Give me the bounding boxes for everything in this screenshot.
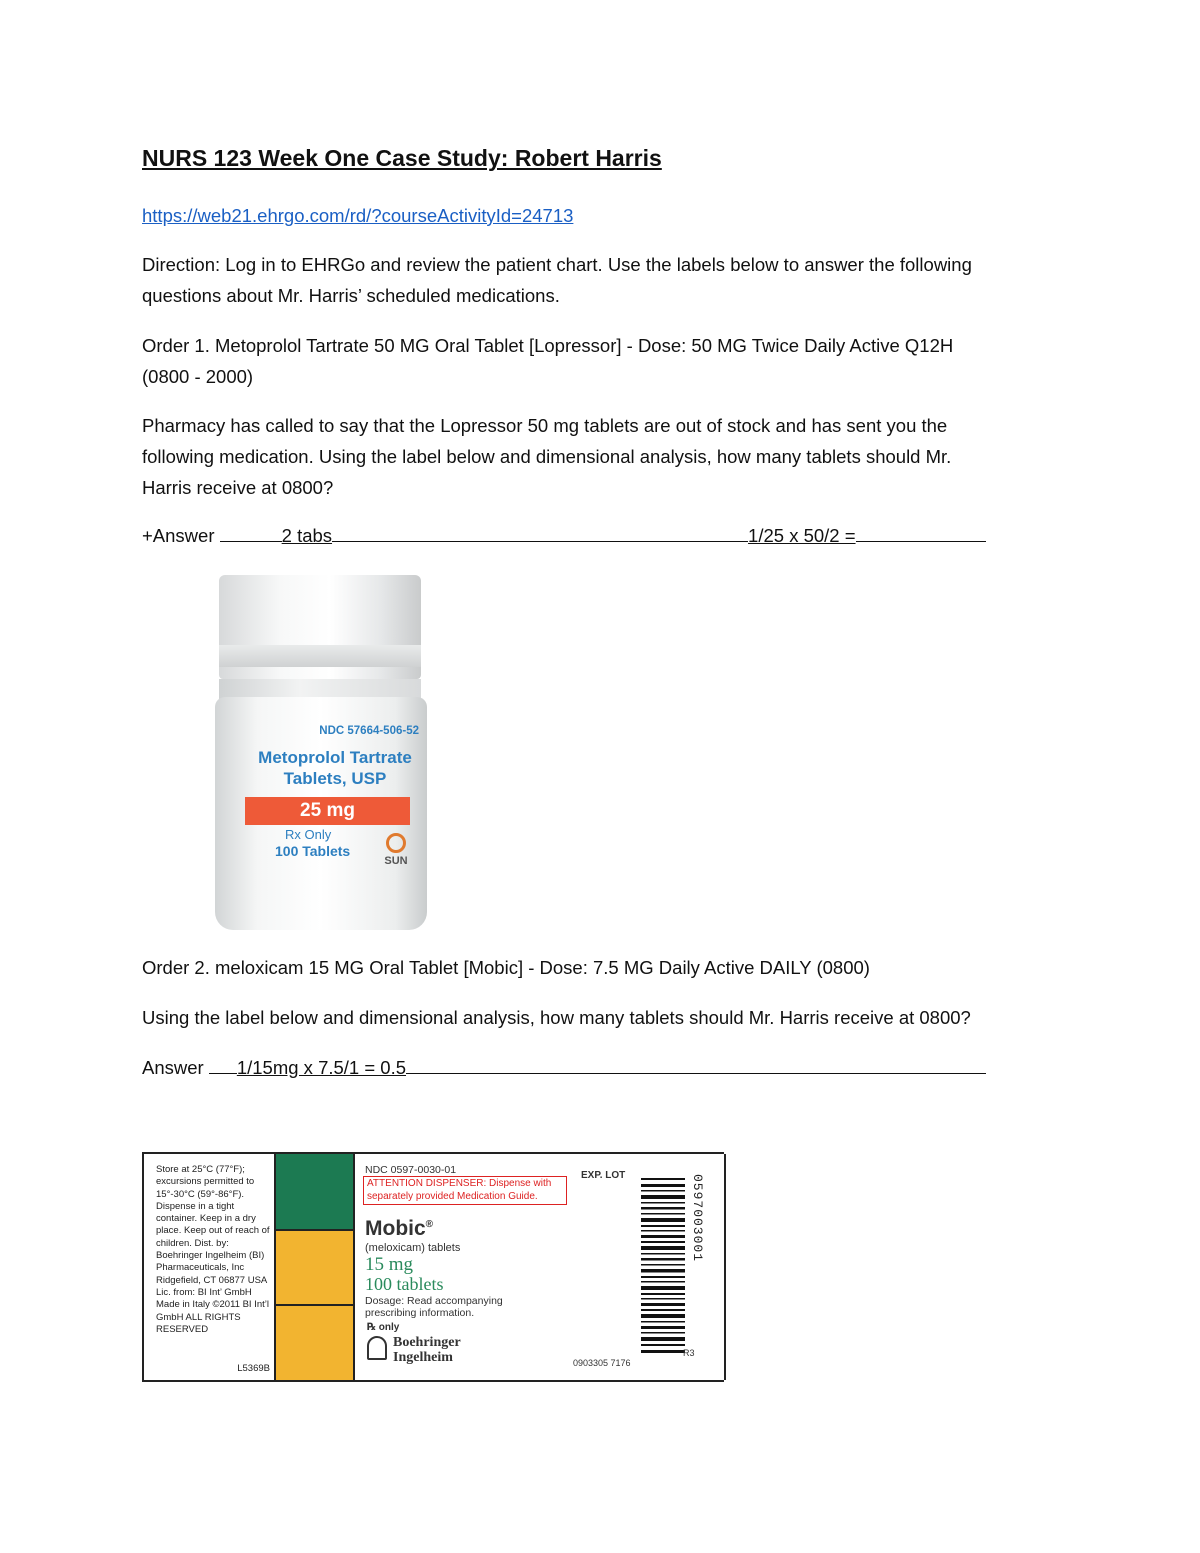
order1-question-line3: Harris receive at 0800? <box>142 477 334 498</box>
answer-prefix: +Answer <box>142 525 220 546</box>
bottle-drug-name-line1: Metoprolol Tartrate <box>258 748 412 767</box>
green-color-block <box>276 1154 353 1231</box>
sun-logo <box>379 833 413 867</box>
yellow-color-block <box>276 1231 353 1306</box>
mobic-ndc: NDC 0597-0030-01 <box>365 1164 457 1176</box>
metoprolol-bottle-image <box>205 575 495 930</box>
registered-mark: ® <box>425 1219 434 1230</box>
blank-line <box>220 521 282 542</box>
order1-question-line1: Pharmacy has called to say that the Lopressor 50 mg tablets are out of stock and has sent you the <box>142 415 948 436</box>
order2-line1: Order 2. meloxicam 15 MG Oral Tablet [Mobic] - Dose: 7.5 MG Daily Active DAILY (0800) <box>142 957 870 978</box>
boehringer-name <box>393 1335 461 1365</box>
order1-answer <box>142 520 986 551</box>
order2-question: Using the label below and dimensional analysis, how many tablets should Mr. Harris receive at 0800? <box>142 1007 971 1028</box>
sun-logo-icon <box>386 833 406 853</box>
order1-question-line2: following medication. Using the label below and dimensional analysis, how many tablets should Mr. <box>142 446 952 467</box>
boehringer-name-line1: Boehringer <box>393 1335 461 1350</box>
mobic-side-code: R3 <box>683 1348 695 1358</box>
boehringer-logo-icon <box>367 1336 387 1360</box>
mobic-label-code: L5369B <box>237 1363 270 1374</box>
answer-value: 1/15mg x 7.5/1 = 0.5 <box>236 1057 407 1078</box>
mobic-rx-only: ℞ only <box>367 1322 400 1333</box>
ehrgo-link[interactable]: https://web21.ehrgo.com/rd/?courseActivityId=24713 <box>142 205 574 226</box>
page-title: NURS 123 Week One Case Study: Robert Harris <box>142 145 662 171</box>
bottle-count: 100 Tablets <box>275 843 351 859</box>
answer-calculation: 1/25 x 50/2 = <box>748 525 856 546</box>
mobic-color-bars <box>274 1154 355 1380</box>
bottle-label <box>215 697 427 930</box>
bottle-rx-only: Rx Only <box>285 827 332 842</box>
exp-lot: EXP. LOT <box>581 1170 626 1181</box>
bottle-cap-ridge <box>219 645 421 667</box>
mobic-strength: 15 mg <box>365 1254 414 1275</box>
bottle-strength-band: 25 mg <box>245 797 410 825</box>
blank-line <box>332 521 748 542</box>
bottle-ndc: NDC 57664-506-52 <box>319 725 419 737</box>
sun-logo-text: SUN <box>384 855 408 867</box>
boehringer-name-line2: Ingelheim <box>393 1350 453 1365</box>
bottle-drug-name-line2: Tablets, USP <box>283 769 387 788</box>
mobic-storage-text: Store at 25°C (77°F); excursions permitted to 15°-30°C (59°-86°F). Dispense in a tight container. Keep in a dry place. Keep out of reach of children. Dist. by: Boehringer Ingelheim (BI) Pharmaceuticals, Inc Ridgefield, CT 06877 USA Lic. from: BI Int’ GmbH Made in Italy ©2011 BI Int’l GmbH ALL RIGHTS RESERVED <box>156 1164 270 1335</box>
mobic-main-panel <box>353 1154 726 1380</box>
blank-line <box>406 1053 986 1074</box>
order2-answer <box>142 1052 986 1083</box>
answer-value: 2 tabs <box>281 525 333 546</box>
barcode-number: 0597003001 <box>690 1174 705 1263</box>
answer-prefix: Answer <box>142 1057 209 1078</box>
mobic-storage-panel <box>142 1154 276 1380</box>
bottle-body <box>215 697 427 930</box>
barcode-icon <box>641 1178 685 1353</box>
bottle-side-print <box>217 737 220 757</box>
direction-text-line1: Direction: Log in to EHRGo and review the patient chart. Use the labels below to answer the following <box>142 254 972 275</box>
mobic-brand <box>365 1217 433 1241</box>
blank-line <box>209 1053 237 1074</box>
order1-line1: Order 1. Metoprolol Tartrate 50 MG Oral Tablet [Lopressor] - Dose: 50 MG Twice Daily Active Q12H <box>142 335 954 356</box>
mobic-dosage: Dosage: Read accompanying prescribing information. <box>365 1295 503 1319</box>
blank-line <box>856 521 986 542</box>
mobic-brand-name: Mobic <box>365 1217 426 1240</box>
yellow-color-block <box>276 1306 353 1380</box>
order1-line2: (0800 - 2000) <box>142 366 254 387</box>
mobic-label-image <box>142 1152 724 1382</box>
direction-text-line2: questions about Mr. Harris’ scheduled medications. <box>142 285 560 306</box>
mobic-serial: 0903305 7176 <box>573 1358 631 1368</box>
attention-dispenser-box: ATTENTION DISPENSER: Dispense with separately provided Medication Guide. <box>363 1176 567 1205</box>
mobic-generic-name: (meloxicam) tablets <box>365 1242 461 1254</box>
bottle-drug-name <box>245 747 425 789</box>
mobic-count: 100 tablets <box>365 1274 444 1294</box>
